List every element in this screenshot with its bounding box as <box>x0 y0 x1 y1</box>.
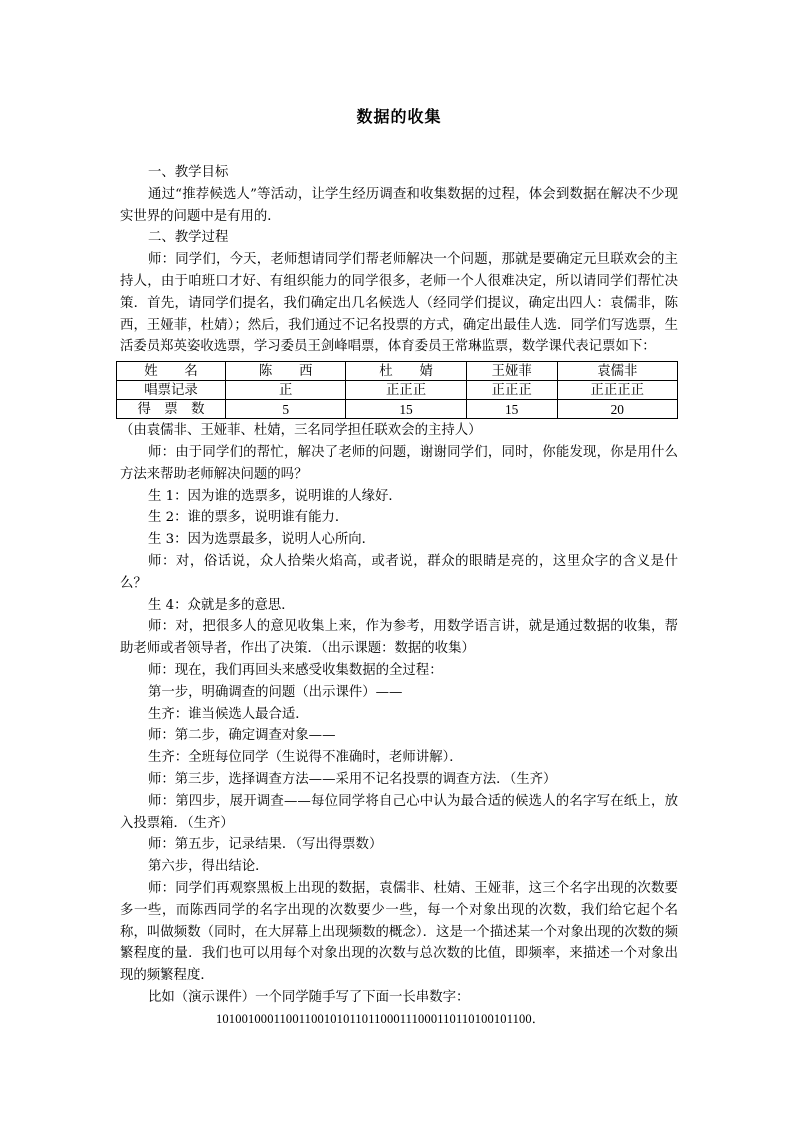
page-title: 数据的收集 <box>356 107 442 126</box>
dialogue-line: 师：对，俗话说，众人拾柴火焰高，或者说，群众的眼睛是亮的，这里众字的含义是什么？ <box>120 553 678 591</box>
header-candidate-cell: 杜 婧 <box>346 362 466 381</box>
intro-paragraph: 师：同学们，今天，老师想请同学们帮老师解决一个问题，那就是要确定元旦联欢会的主持人，由于咱班口才好、有组织能力的同学很多，老师一个人很难决定，所以请同学们帮忙决策．首先，请同学们提名，我们确定出几名候选人（经同学们提议，确定出四人：袁儒非，陈西，王娅菲，杜婧）；然后，我们通过不记名投票的方式，确定出最佳人选．同学们写选票，生活委员郑英姿收选票，学习委员王剑峰唱票，体育委员王常琳监票，数学课代表记票如下： <box>120 252 678 355</box>
process-heading: 二、教学过程 <box>148 230 229 246</box>
dialogue-line: 生 4：众就是多的意思． <box>148 597 295 613</box>
dialogue-line: 生齐：全班每位同学（生说得不准确时，老师讲解）． <box>148 750 463 766</box>
table-row <box>117 400 678 419</box>
header-candidate-cell: 陈 西 <box>226 362 346 381</box>
dialogue-line: 生齐：谁当候选人最合适． <box>148 706 309 722</box>
dialogue-line: 师：同学们再观察黑板上出现的数据，袁儒非、杜婧、王娅菲，这三个名字出现的次数要多一些，而陈西同学的名字出现的次数要少一些，每一个对象出现的次数，我们给它起个名称，叫做频数（同时，在大屏幕上出现频数的概念）．这是一个描述某一个对象出现的次数的频繁程度的量．我们也可以用每个对象出现的次数与总次数的比值，即频率，来描述一个对象出现的频繁程度． <box>120 880 678 984</box>
tally-cell: 正正正 <box>466 381 557 400</box>
count-label-cell: 得 票 数 <box>117 400 226 419</box>
dialogue-line: 师：第五步，记录结果．（写出得票数） <box>148 837 383 853</box>
header-name-cell: 姓 名 <box>117 362 226 381</box>
tally-cell: 正正正正 <box>557 381 677 400</box>
dialogue-line: 生 3：因为选票最多，说明人心所向． <box>148 532 376 548</box>
header-candidate-cell: 王娅菲 <box>466 362 557 381</box>
table-row <box>117 362 678 381</box>
binary-string: 10100100011001100101011011000111000110110100101100． <box>216 1011 545 1026</box>
count-cell: 20 <box>557 400 677 419</box>
goal-heading: 一、教学目标 <box>148 165 229 180</box>
dialogue-line: 比如（演示课件）一个同学随手写了下面一长串数字： <box>148 989 470 1005</box>
tally-cell: 正正正 <box>346 381 466 400</box>
document-body <box>120 104 678 1030</box>
goal-text: 通过“推荐候选人”等活动，让学生经历调查和收集数据的过程，体会到数据在解决不少现实世界的问题中是有用的． <box>120 186 678 224</box>
dialogue-line: 师：对，把很多人的意见收集上来，作为参考，用数学语言讲，就是通过数据的收集，帮助老师或者领导者，作出了决策．（出示课题：数据的收集） <box>120 619 678 657</box>
table-note: （由袁儒非、王娅菲、杜婧，三名同学担任联欢会的主持人） <box>120 423 482 439</box>
dialogue-line: 师：由于同学们的帮忙，解决了老师的问题，谢谢同学们，同时，你能发现，你是用什么方法来帮助老师解决问题的吗？ <box>120 444 678 482</box>
dialogue-line: 师：第二步，确定调查对象—— <box>148 728 336 744</box>
dialogue-line: 第一步，明确调查的问题（出示课件）—— <box>148 684 403 700</box>
dialogue-line: 师：第四步，展开调查——每位同学将自己心中认为最合适的候选人的名字写在纸上，放入投票箱．（生齐） <box>120 793 678 831</box>
dialogue-line: 师：第三步，选择调查方法——采用不记名投票的调查方法．（生齐） <box>148 771 557 787</box>
vote-table <box>116 361 678 419</box>
dialogue-line: 生 2：谁的票多，说明谁有能力． <box>148 510 349 526</box>
table-row <box>117 381 678 400</box>
count-cell: 5 <box>226 400 346 419</box>
count-cell: 15 <box>466 400 557 419</box>
tally-cell: 正 <box>226 381 346 400</box>
count-cell: 15 <box>346 400 466 419</box>
dialogue-line: 师：现在，我们再回头来感受收集数据的全过程： <box>148 662 443 678</box>
header-candidate-cell: 袁儒非 <box>557 362 677 381</box>
dialogue-line: 第六步，得出结论． <box>148 859 269 875</box>
dialogue-line: 生 1：因为谁的选票多，说明谁的人缘好． <box>148 488 402 504</box>
tally-label-cell: 唱票记录 <box>117 381 226 400</box>
